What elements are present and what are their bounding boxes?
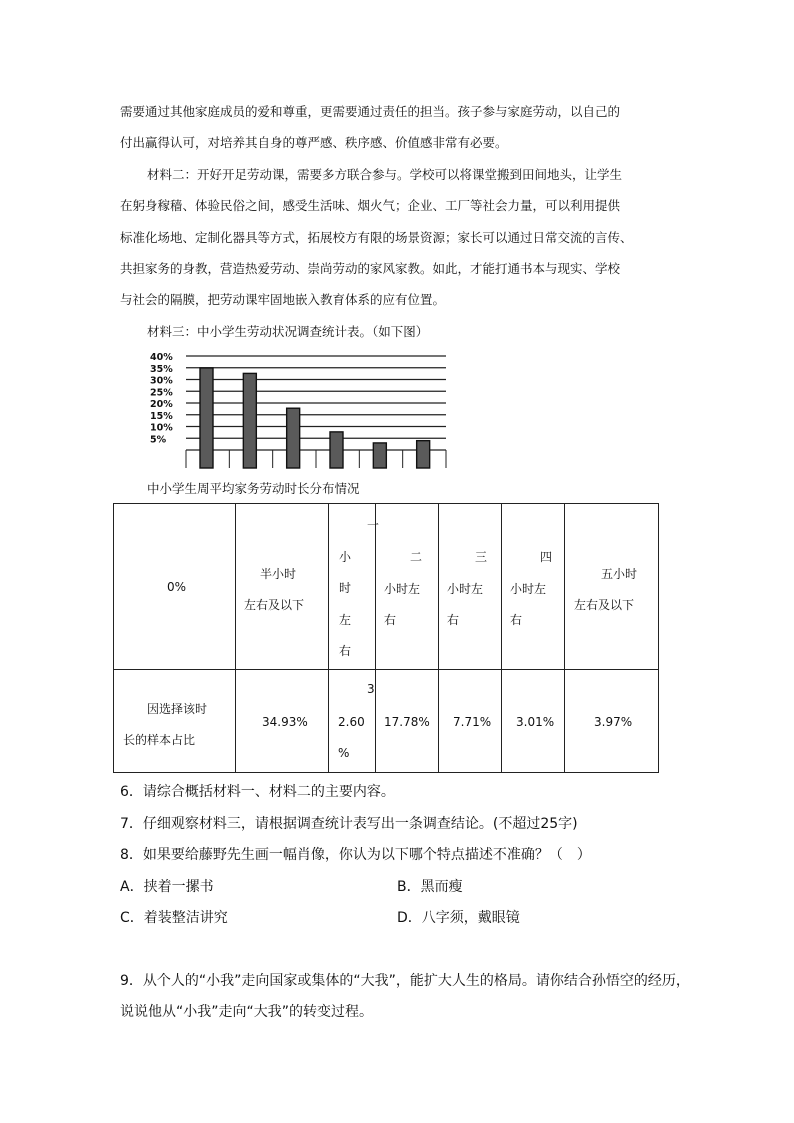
value-col3: 17.78% bbox=[384, 715, 430, 729]
y-tick-label: 10% bbox=[150, 422, 173, 434]
header-col2-e: 右 bbox=[339, 644, 352, 658]
value-col2-c: % bbox=[338, 746, 350, 760]
y-tick-label: 40% bbox=[150, 352, 173, 363]
bar-4 bbox=[330, 432, 343, 468]
table-value-col4 bbox=[439, 670, 502, 773]
header-col2-a: 一 bbox=[367, 518, 380, 532]
header-col4-a: 三 bbox=[475, 550, 488, 564]
bar-6 bbox=[417, 441, 430, 468]
question-8-option-d: D．八字须，戴眼镜 bbox=[397, 910, 520, 926]
value-col5: 3.01% bbox=[516, 715, 555, 729]
table-value-col5 bbox=[502, 670, 565, 773]
material2-line1: 材料二：开好开足劳动课，需要多方联合参与。学校可以将课堂搬到田间地头，让学生 bbox=[147, 167, 623, 182]
header-col2-b: 小 bbox=[339, 550, 352, 564]
header-col2-d: 左 bbox=[339, 613, 352, 627]
y-tick-label: 35% bbox=[150, 363, 173, 375]
material1-line2: 付出赢得认可，对培养其自身的尊严感、秩序感、价值感非常有必要。 bbox=[120, 135, 508, 150]
survey-table bbox=[113, 503, 659, 773]
question-8-option-b: B．黑而瘦 bbox=[397, 879, 463, 895]
y-tick-label: 5% bbox=[150, 434, 167, 446]
material2-line2: 在躬身稼穑、体验民俗之间，感受生活味、烟火气；企业、工厂等社会力量，可以利用提供 bbox=[120, 198, 621, 213]
value-col4: 7.71% bbox=[453, 715, 492, 729]
material3-title: 材料三：中小学生劳动状况调查统计表。（如下图） bbox=[147, 324, 429, 339]
value-col6: 3.97% bbox=[594, 715, 633, 729]
header-col4-c: 右 bbox=[447, 613, 460, 627]
question-6: 6．请综合概括材料一、材料二的主要内容。 bbox=[120, 784, 395, 800]
header-col5-a: 四 bbox=[540, 550, 553, 564]
header-col3-b: 小时左 bbox=[384, 582, 421, 596]
table-value-col6 bbox=[565, 670, 659, 773]
y-tick-label: 20% bbox=[150, 399, 173, 410]
table-value-col3 bbox=[376, 670, 439, 773]
table-row-label bbox=[114, 670, 236, 773]
table-value-col2 bbox=[329, 670, 376, 773]
table-header-first bbox=[114, 504, 236, 670]
header-col2-c: 时 bbox=[339, 581, 352, 595]
header-col1-a: 半小时 bbox=[260, 567, 297, 581]
bar-5 bbox=[373, 443, 386, 468]
question-9-line1: 9．从个人的“小我”走向国家或集体的“大我”，能扩大人生的格局。请你结合孙悟空的经历， bbox=[120, 973, 690, 989]
chart-caption: 中小学生周平均家务劳动时长分布情况 bbox=[147, 481, 360, 496]
y-tick-label: 25% bbox=[150, 387, 173, 399]
table-header-col2 bbox=[329, 504, 380, 670]
table-header-col4 bbox=[439, 504, 502, 670]
header-col3-c: 右 bbox=[384, 613, 397, 627]
material2-line5: 与社会的隔膜，把劳动课牢固地嵌入教育体系的应有位置。 bbox=[120, 292, 446, 307]
bar-1 bbox=[200, 368, 213, 468]
question-8-option-c: C．着装整洁讲究 bbox=[120, 910, 228, 926]
header-col5-b: 小时左 bbox=[510, 582, 547, 596]
material2-line4: 共担家务的身教，营造热爱劳动、崇尚劳动的家风家教。如此，才能打通书本与现实、学校 bbox=[120, 261, 621, 276]
value-col2-b: 2.60 bbox=[338, 715, 365, 729]
header-col4-b: 小时左 bbox=[447, 582, 484, 596]
row-label-b: 长的样本占比 bbox=[123, 733, 196, 747]
header-col3-a: 二 bbox=[410, 550, 423, 564]
question-7: 7．仔细观察材料三，请根据调查统计表写出一条调查结论。(不超过25字) bbox=[120, 816, 578, 832]
question-8-option-a: A．挟着一摞书 bbox=[120, 879, 214, 895]
bar-3 bbox=[287, 408, 300, 468]
row-label-a: 因选择该时 bbox=[147, 702, 208, 716]
header-col6-b: 左右及以下 bbox=[574, 598, 635, 612]
y-tick-label: 30% bbox=[150, 375, 173, 387]
labor-hours-bar-chart bbox=[150, 348, 450, 470]
table-value-col1 bbox=[236, 670, 329, 773]
question-9-line2: 说说他从“小我”走向“大我”的转变过程。 bbox=[120, 1004, 374, 1020]
value-col2-a: 3 bbox=[367, 682, 375, 696]
table-header-col3 bbox=[376, 504, 439, 670]
table-header-col1 bbox=[236, 504, 329, 670]
table-header-col5 bbox=[502, 504, 565, 670]
value-col1: 34.93% bbox=[262, 715, 308, 729]
header-col1-b: 左右及以下 bbox=[244, 598, 305, 612]
material2-line3: 标准化场地、定制化器具等方式，拓展校方有限的场景资源；家长可以通过日常交流的言传、 bbox=[120, 230, 633, 245]
bar-2 bbox=[243, 373, 256, 468]
header-col6-a: 五小时 bbox=[601, 567, 638, 581]
question-8: 8．如果要给藤野先生画一幅肖像，你认为以下哪个特点描述不准确？（ ） bbox=[120, 847, 591, 863]
y-tick-label: 15% bbox=[150, 410, 173, 422]
header-first-text: 0% bbox=[167, 580, 187, 594]
table-header-col6 bbox=[565, 504, 659, 670]
material1-line1: 需要通过其他家庭成员的爱和尊重，更需要通过责任的担当。孩子参与家庭劳动，以自己的 bbox=[120, 104, 621, 119]
header-col5-c: 右 bbox=[510, 613, 523, 627]
